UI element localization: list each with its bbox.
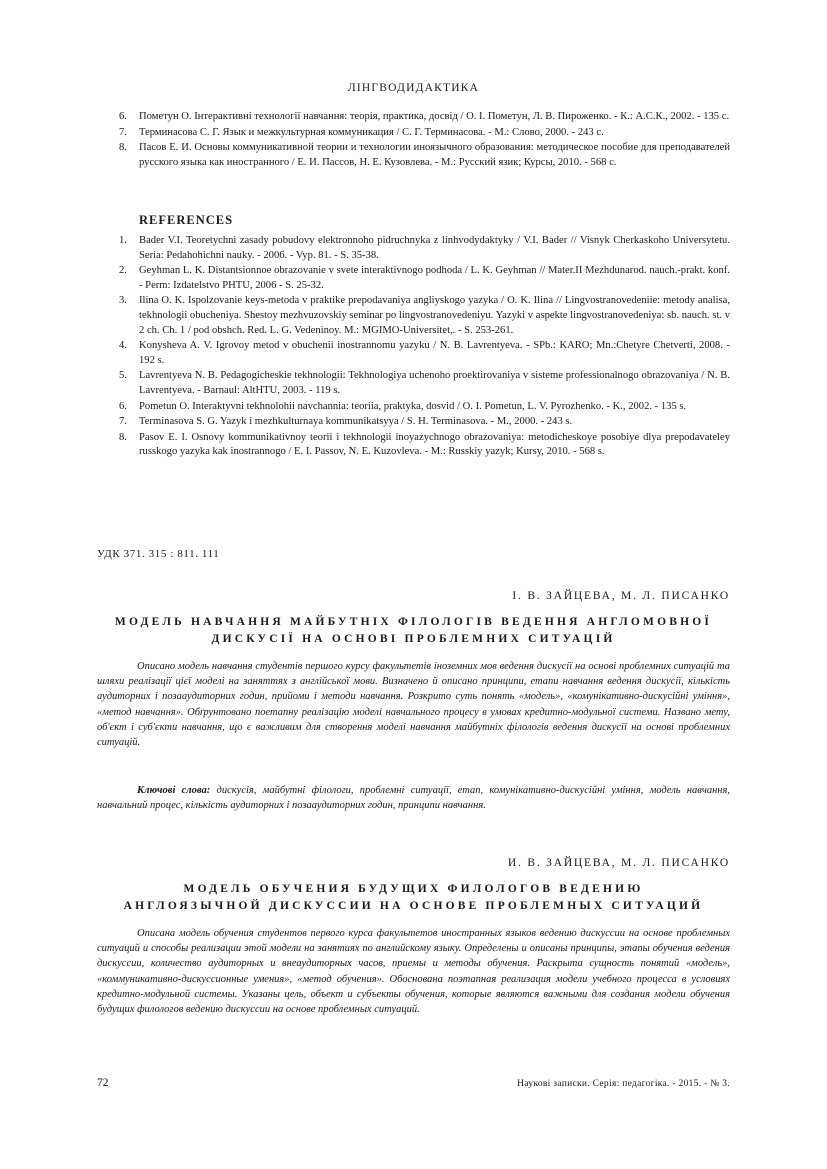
item-text: Pasov E. I. Osnovy kommunikativnoy teorii i tekhnologii inoyazychnogo obrazovaniya: metodicheskoye posobiye dlya prepodavateley russkogo yazyka kak inostrannogo / E. I. Passov, N. E. Kuzovleva. - M.: Russkiy yazyk; Kursy, 2010. - 568 s.: [139, 431, 730, 458]
keywords-text: дискусія, майбутні філологи, проблемні ситуації, етап, комунікативно-дискусійні уміння, модель навчання, навчальний процес, кількість аудиторних і позааудиторних годин, принципи навчання.: [97, 785, 731, 812]
item-text: Пометун О. Інтерактивні технології навчання: теорія, практика, досвід / О. І. Пометун, Л. В. Пироженко. - К.: А.С.К., 2002. - 135 с.: [139, 111, 730, 122]
page-number: 72: [97, 1077, 109, 1089]
keywords-ua: [97, 783, 730, 813]
list-item: [97, 141, 730, 170]
item-number: 1.: [119, 235, 127, 246]
item-text: Ilina O. K. Ispolzovanie keys-metoda v praktike prepodavaniya angliyskogo yazyka / O. K. Ilina // Lingvostranovedeniie: metody analisa, tekhnologii obucheniya. Shestoy mezhvuzovskiy seminar po lingvostranovedeniyu. Yazyki v aspekte lingvostranovedeniya: sb. nauch. st. v 2 ch. Ch. 1 / pod obshch. Red. L. G. Vedeninoy. M.: MGIMO-Universitet,. - S. 253-261.: [139, 295, 730, 336]
authors-ru: И. В. ЗАЙЦЕВА, М. Л. ПИСАНКО: [507, 857, 730, 869]
item-number: 6.: [119, 400, 127, 412]
references-heading: REFERENCES: [139, 213, 234, 227]
item-text: Terminasova S. G. Yazyk i mezhkulturnaya kommunikatsyya / S. H. Terminasova. - M., 2000. - 243 s.: [139, 416, 573, 428]
article-title-ru: [97, 881, 730, 915]
item-text: Lavrentyeva N. B. Pedagogicheskie tekhnologii: Tekhnologiya uchenoho proektirovaniya v sisteme professionalnogo obrazovaniya / N. B. Lavrentyeva. - Barnaul: AltHTU, 2003. - 119 s.: [139, 370, 730, 396]
item-text: Bader V.I. Teoretychni zasady pobudovy elektronnoho pidruchnyka z linhvodydaktyky / V.I. Bader // Visnyk Cherkaskoho Universytetu. Seria: Pedahohichni nauky. - 2006. - Vyp. 81. - S. 35-38.: [139, 235, 730, 261]
item-text: Konysheva A. V. Igrovoy metod v obuchenii inostrannomu yazyku / N. B. Lavrentyeva. - SPb.: KARO; Mn.:Chetyre Chetverti, 2008. - 192 s.: [139, 340, 730, 366]
article-title-ua: [97, 614, 730, 648]
udc-code: УДК 371. 315 : 811. 111: [97, 548, 220, 560]
item-number: 6.: [119, 111, 127, 122]
list-item: [97, 126, 730, 141]
item-number: 7.: [119, 126, 127, 138]
references-list: [97, 234, 730, 461]
item-text: Pometun O. Interaktyvni tekhnolohii navchannia: teoriia, praktyka, dosvid / O. I. Pometun, L. V. Pyrozhenko. - K., 2002. - 135 s.: [139, 400, 687, 412]
item-number: 5.: [119, 370, 127, 382]
list-item: [97, 400, 730, 415]
list-item: [97, 234, 730, 263]
running-header: ЛІНГВОДИДАКТИКА: [347, 82, 480, 94]
list-item: [97, 339, 730, 368]
item-text: Geyhman L. K. Distantsionnoe obrazovanie v svete interaktivnogo podhoda / L. K. Geyhman // Mater.II Mezhdunarod. nauch.-prakt. konf. - Perm: Izdatelstvo PHTU, 2006 - S. 25-32.: [139, 265, 730, 291]
journal-footer: Наукові записки. Серія: педагогіка. - 2015. - № 3.: [517, 1079, 730, 1089]
title-line: МОДЕЛЬ НАВЧАННЯ МАЙБУТНІХ ФІЛОЛОГІВ ВЕДЕННЯ АНГЛОМОВНОЇ: [114, 616, 713, 628]
item-number: 7.: [119, 416, 127, 428]
list-item: [97, 294, 730, 338]
list-item: [97, 415, 730, 430]
item-number: 8.: [119, 142, 127, 154]
list-item: [97, 110, 730, 125]
abstract-ua: Описано модель навчання студентів першого курсу факультетів іноземних мов ведення дискусії на основі проблемних ситуацій та шляхи реалізації цієї моделі на заняттях з англійської мови. Визначено й описано принципи, етапи навчання ведення дискусії, кількість аудиторних і позааудиторних годин, прийоми і методи навчання. Розкрито суть понять «модель», «комунікативно-дискусійні уміння», «метод навчання». Обґрунтовано поетапну реалізацію моделі навчального процесу в умовах кредитно-модульної системи. Названо мету, об'єкт і суб'єкти навчання, що є важливим для створення моделі навчання майбутніх філологів ведення дискусії на основі проблемних ситуацій.: [97, 661, 730, 749]
list-item: [97, 369, 730, 398]
item-text: Пасов Е. И. Основы коммуникативной теории и технологии иноязычного образования: методическое пособие для преподавателей русского языка как иностранного / Е. И. Пассов, Н. Е. Кузовлева. - М.: Русский язик; Курсы, 2010. - 568 с.: [139, 142, 730, 168]
list-item: [97, 264, 730, 293]
item-number: 4.: [119, 340, 127, 352]
abstract-ru: Описана модель обучения студентов первого курса факультетов иностранных языков ведению дискуссии на основе проблемных ситуаций и способы реализации этой модели на занятиях по английскому языку. Определены и описаны принципы, этапы обучения ведения дискуссии, количество аудиторных и внеаудиторных часов, приемы и методы обучения. Раскрыта сущность понятий «модель», «коммуникативно-дискуссионные умения», «метод обучения». Обоснована поэтапная реализация модели учебного процесса в условиях кредитно-модульной системы. Указаны цель, объект и субъекты обучения, которые являются важными для создания модели обучения будущих филологов ведению дискуссии на основе проблемных ситуаций.: [97, 928, 730, 1016]
title-line: ДИСКУСІЇ НА ОСНОВІ ПРОБЛЕМНИХ СИТУАЦІЙ: [211, 633, 616, 645]
item-number: 8.: [119, 431, 127, 443]
item-number: 3.: [119, 295, 127, 307]
title-line: МОДЕЛЬ ОБУЧЕНИЯ БУДУЩИХ ФИЛОЛОГОВ ВЕДЕНИЮ: [183, 883, 644, 895]
authors-ua: І. В. ЗАЙЦЕВА, М. Л. ПИСАНКО: [512, 590, 730, 602]
source-list-top: [97, 110, 730, 171]
keywords-label: Ключові слова:: [137, 785, 211, 796]
item-text: Терминасова С. Г. Язык и межкультурная коммуникация / С. Г. Терминасова. - М.: Слово, 2000. - 243 с.: [139, 126, 604, 138]
item-number: 2.: [119, 265, 127, 277]
list-item: [97, 431, 730, 460]
title-line: АНГЛОЯЗЫЧНОЙ ДИСКУССИИ НА ОСНОВЕ ПРОБЛЕМНЫХ СИТУАЦИЙ: [123, 900, 704, 912]
